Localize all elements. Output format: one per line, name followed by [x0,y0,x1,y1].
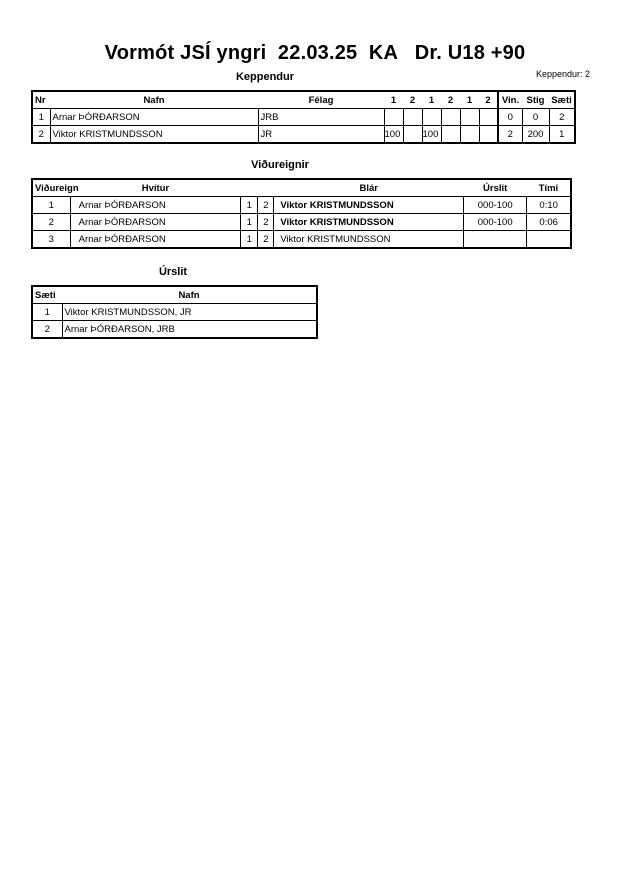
results-header-row [32,286,317,304]
cell-place: 2 [549,109,575,126]
cell-time [527,231,571,249]
cell-result: 000-100 [464,214,527,231]
table-row [32,321,317,339]
competitors-header-row [32,91,575,109]
table-row [32,109,575,126]
cell-club: JRB [258,109,384,126]
cell-points: 0 [522,109,549,126]
col-round: 1 [460,91,479,109]
cell-side: 1 [241,231,258,249]
results-heading: Úrslit [158,266,188,278]
cell-nr: 1 [32,109,50,126]
cell-place: 1 [32,304,62,321]
cell-round [422,109,441,126]
col-round: 2 [441,91,460,109]
cell-round [460,126,479,144]
cell-blue: Viktor KRISTMUNDSSON [274,214,464,231]
col-white: Hvítur [70,179,241,197]
table-row [32,304,317,321]
cell-name: Viktor KRISTMUNDSSON [50,126,258,144]
cell-round [479,126,498,144]
cell-side: 2 [258,197,274,214]
results-table [31,285,318,339]
page-title: Vormót JSÍ yngri 22.03.25 KA Dr. U18 +90 [104,42,526,64]
cell-match-no: 1 [32,197,70,214]
cell-side: 2 [258,231,274,249]
col-round: 2 [403,91,422,109]
competitors-count: Keppendur: 2 [536,69,591,79]
cell-nr: 2 [32,126,50,144]
cell-side: 1 [241,197,258,214]
col-round: 1 [384,91,403,109]
cell-round [384,109,403,126]
col-club: Félag [258,91,384,109]
cell-side: 1 [241,214,258,231]
cell-round: 100 [422,126,441,144]
cell-points: 200 [522,126,549,144]
col-result: Úrslit [464,179,527,197]
cell-place: 1 [549,126,575,144]
cell-match-no: 3 [32,231,70,249]
cell-blue: Viktor KRISTMUNDSSON [274,197,464,214]
col-round: 2 [479,91,498,109]
cell-round [479,109,498,126]
cell-white: Arnar ÞÓRÐARSON [70,197,241,214]
cell-round [460,109,479,126]
cell-blue: Viktor KRISTMUNDSSON [274,231,464,249]
competitors-heading: Keppendur [235,71,295,83]
col-place: Sæti [549,91,575,109]
cell-round [441,126,460,144]
table-row [32,214,571,231]
table-row [32,126,575,144]
cell-wins: 0 [498,109,522,126]
cell-name: Viktor KRISTMUNDSSON, JR [62,304,317,321]
cell-result [464,231,527,249]
cell-round [403,109,422,126]
cell-round: 100 [384,126,403,144]
cell-match-no: 2 [32,214,70,231]
col-match: Viðureign [32,179,70,197]
matches-header-row [32,179,571,197]
competitors-table [31,90,576,144]
cell-place: 2 [32,321,62,339]
cell-name: Arnar ÞÓRÐARSON, JRB [62,321,317,339]
cell-name: Arnar ÞÓRÐARSON [50,109,258,126]
table-row [32,231,571,249]
col-round: 1 [422,91,441,109]
col-blank [258,179,274,197]
cell-side: 2 [258,214,274,231]
col-blank [241,179,258,197]
col-points: Stig [522,91,549,109]
cell-round [403,126,422,144]
table-row [32,197,571,214]
cell-round [441,109,460,126]
col-wins: Vin. [498,91,522,109]
col-blue: Blár [274,179,464,197]
cell-time: 0:10 [527,197,571,214]
matches-table [31,178,572,249]
col-time: Tími [527,179,571,197]
cell-white: Arnar ÞÓRÐARSON [70,214,241,231]
matches-heading: Viðureignir [251,159,309,171]
col-place: Sæti [32,286,62,304]
col-nr: Nr [32,91,50,109]
cell-wins: 2 [498,126,522,144]
col-name: Nafn [62,286,317,304]
col-name: Nafn [50,91,258,109]
cell-result: 000-100 [464,197,527,214]
cell-white: Arnar ÞÓRÐARSON [70,231,241,249]
cell-club: JR [258,126,384,144]
cell-time: 0:06 [527,214,571,231]
